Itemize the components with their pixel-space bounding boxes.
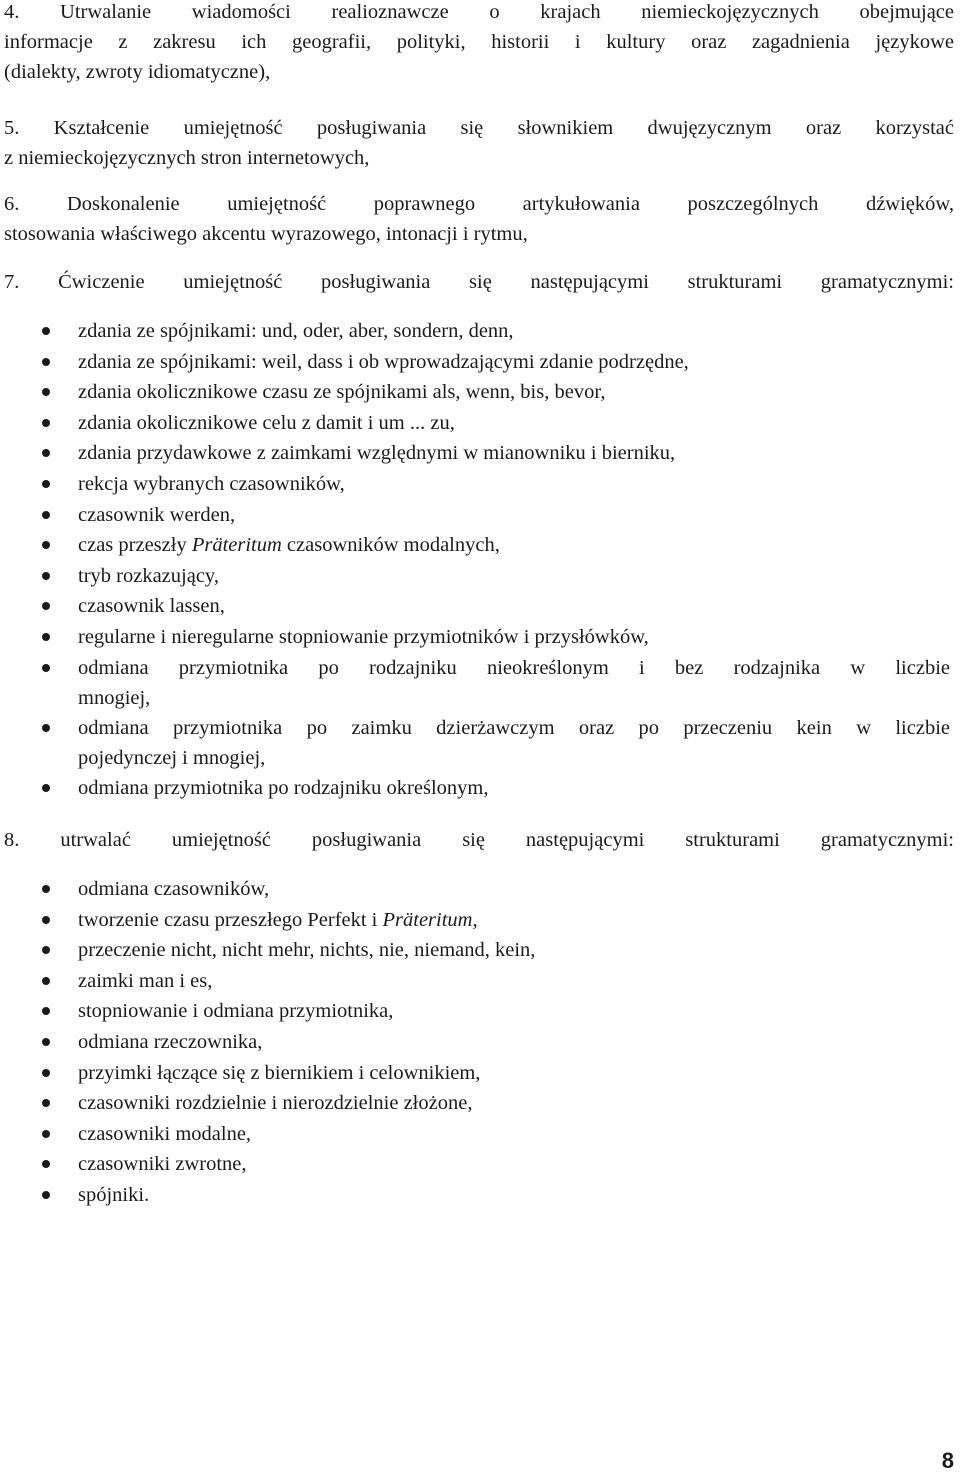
list-item: [0, 653, 950, 713]
list-item-7: [4, 267, 954, 297]
bullet-icon: [42, 1130, 50, 1138]
item-number: 7.: [4, 271, 20, 293]
list-item-4: [4, 0, 954, 87]
item-text-line: stosowania właściwego akcentu wyrazowego, intonacji i rytmu,: [4, 223, 528, 245]
list-item-5: [4, 113, 954, 173]
grammar-structures-list-7: [0, 316, 950, 803]
bullet-icon: [42, 511, 50, 519]
list-item: [0, 438, 950, 469]
list-item: [0, 713, 950, 773]
list-item-text: przyimki łączące się z biernikiem i celownikiem,: [78, 1061, 481, 1084]
italic-term: Präteritum: [382, 908, 473, 931]
list-item: [0, 500, 950, 531]
list-item-text: odmiana czasowników,: [78, 878, 270, 900]
item-text-line: (dialekty, zwroty idiomatyczne),: [4, 61, 271, 83]
bullet-icon: [42, 977, 50, 985]
list-item: [0, 1180, 950, 1211]
list-item-text: regularne i nieregularne stopniowanie przymiotników i przysłówków,: [78, 625, 649, 648]
list-item: [0, 347, 950, 378]
bullet-icon: [42, 1007, 50, 1015]
list-item-text: zdania ze spójnikami: weil, dass i ob wprowadzającymi zdanie podrzędne,: [78, 350, 689, 373]
list-item-text: czasowniki zwrotne,: [78, 1153, 247, 1176]
list-item: [0, 996, 950, 1027]
list-item-text: zdania ze spójnikami: und, oder, aber, sondern, denn,: [78, 320, 514, 342]
bullet-icon: [42, 327, 50, 335]
bullet-icon: [42, 1191, 50, 1199]
list-item: [0, 874, 950, 905]
list-item: [0, 591, 950, 622]
bullet-icon: [42, 480, 50, 488]
bullet-icon: [42, 664, 50, 672]
list-item-text: przeczenie nicht, nicht mehr, nichts, nie, niemand, kein,: [78, 939, 536, 962]
bullet-icon: [42, 449, 50, 457]
bullet-icon: [42, 916, 50, 924]
bullet-icon: [42, 885, 50, 893]
list-item: [0, 1088, 950, 1119]
bullet-icon: [42, 724, 50, 732]
list-item-text: spójniki.: [78, 1183, 150, 1206]
list-item-text: odmiana rzeczownika,: [78, 1030, 263, 1053]
list-item-text: odmiana przymiotnika po rodzajniku określonym,: [78, 776, 489, 799]
list-item-6: [4, 189, 954, 249]
list-item-text: rekcja wybranych czasowników,: [78, 472, 345, 495]
list-item-text: czasowników modalnych,: [281, 534, 500, 557]
list-item-text-line: odmiana przymiotnika po rodzajniku nieokreślonym i bez rodzajnika w liczbie: [78, 656, 950, 679]
bullet-icon: [42, 946, 50, 954]
list-item-text: zdania okolicznikowe czasu ze spójnikami als, wenn, bis, bevor,: [78, 381, 606, 404]
list-item-8: [4, 825, 954, 855]
list-item: [0, 1027, 950, 1058]
item-number: 5.: [4, 117, 20, 139]
bullet-icon: [42, 784, 50, 792]
list-item: [0, 1058, 950, 1089]
item-number: 6.: [4, 193, 20, 215]
list-item: [0, 408, 950, 439]
bullet-icon: [42, 358, 50, 366]
bullet-icon: [42, 633, 50, 641]
list-item-text: czasownik werden,: [78, 503, 236, 526]
item-text-line: utrwalać umiejętność posługiwania się następującymi strukturami gramatycznymi:: [60, 829, 954, 851]
list-item: [0, 377, 950, 408]
list-item: [0, 316, 950, 347]
item-text-line: informacje z zakresu ich geografii, polityki, historii i kultury oraz zagadnienia językowe: [4, 31, 954, 53]
list-item-text-line: odmiana przymiotnika po zaimku dzierżawczym oraz po przeczeniu kein w liczbie: [78, 716, 950, 739]
item-number: 8.: [4, 829, 20, 851]
list-item: [0, 469, 950, 500]
bullet-icon: [42, 419, 50, 427]
bullet-icon: [42, 1038, 50, 1046]
item-text-line: Utrwalanie wiadomości realioznawcze o krajach niemieckojęzycznych obejmujące: [60, 1, 954, 23]
list-item: [0, 622, 950, 653]
list-item: [0, 561, 950, 592]
item-number: 4.: [4, 1, 20, 23]
list-item-text: zdania okolicznikowe celu z damit i um ... zu,: [78, 411, 455, 434]
list-item: [0, 935, 950, 966]
list-item-text: czasowniki rozdzielnie i nierozdzielnie złożone,: [78, 1092, 473, 1115]
item-text-line: Kształcenie umiejętność posługiwania się słownikiem dwujęzycznym oraz korzystać: [53, 117, 955, 139]
list-item-text: zaimki man i es,: [78, 969, 213, 992]
bullet-icon: [42, 1069, 50, 1077]
list-item-text: tryb rozkazujący,: [78, 564, 219, 587]
list-item: [0, 966, 950, 997]
list-item-text: ,: [472, 908, 478, 931]
list-item-text: czas przeszły: [78, 534, 192, 557]
italic-term: Präteritum: [191, 534, 282, 557]
bullet-icon: [42, 541, 50, 549]
bullet-icon: [42, 572, 50, 580]
list-item-text: zdania przydawkowe z zaimkami względnymi w mianowniku i bierniku,: [78, 442, 676, 465]
bullet-icon: [42, 1099, 50, 1107]
bullet-icon: [42, 1160, 50, 1168]
list-item: [0, 530, 950, 561]
list-item-text: tworzenie czasu przeszłego Perfekt i: [78, 908, 383, 931]
item-text-line: Ćwiczenie umiejętność posługiwania się następującymi strukturami gramatycznymi:: [58, 271, 955, 293]
list-item-text: czasownik lassen,: [78, 595, 225, 618]
list-item: [0, 905, 950, 936]
list-item: [0, 1119, 950, 1150]
list-item-text-line: mnogiej,: [78, 686, 151, 709]
list-item-text-line: pojedynczej i mnogiej,: [78, 746, 266, 769]
item-text-line: z niemieckojęzycznych stron internetowych,: [4, 147, 370, 169]
list-item-text: czasowniki modalne,: [78, 1122, 252, 1145]
item-text-line: Doskonalenie umiejętność poprawnego artykułowania poszczególnych dźwięków,: [66, 193, 954, 215]
grammar-structures-list-8: [0, 874, 950, 1211]
page-number: 8: [941, 1448, 954, 1473]
list-item: [0, 1149, 950, 1180]
list-item-text: stopniowanie i odmiana przymiotnika,: [78, 1000, 394, 1023]
list-item: [0, 773, 950, 804]
bullet-icon: [42, 602, 50, 610]
bullet-icon: [42, 388, 50, 396]
